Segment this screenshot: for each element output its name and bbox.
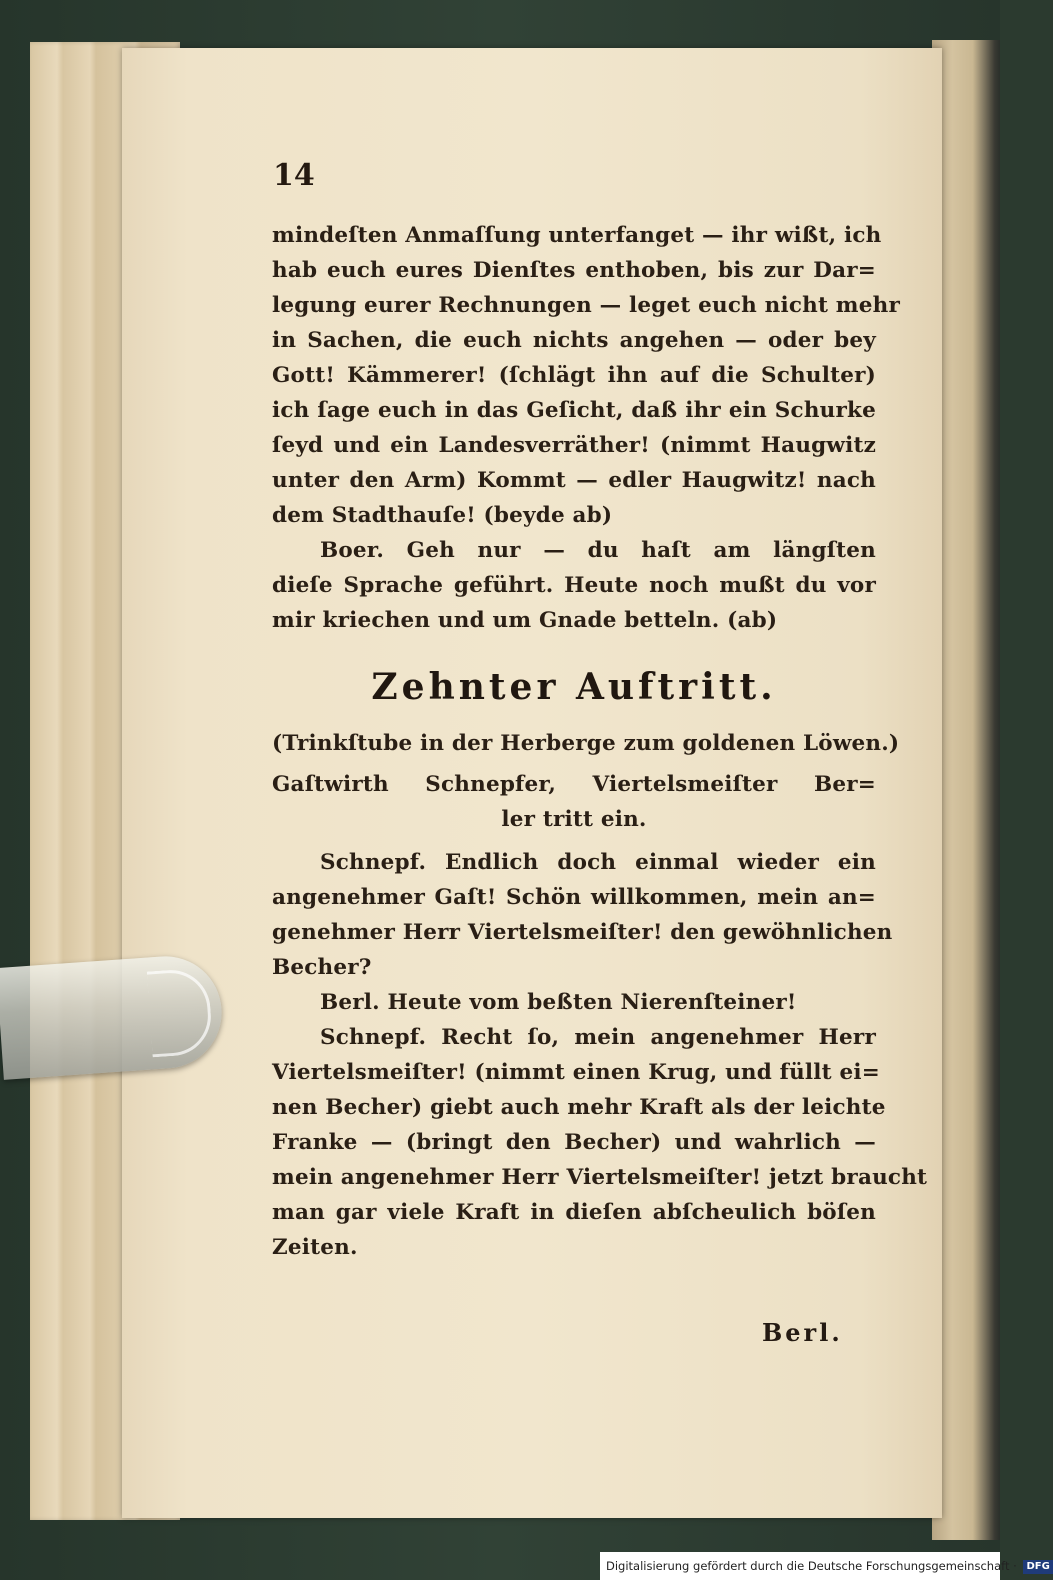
- footer-text: Digitalisierung gefördert durch die Deutsche Forschungsgemeinschaft: [606, 1559, 1010, 1573]
- character-list-continued: ler tritt ein.: [501, 807, 647, 832]
- page-text: [272, 218, 928, 1265]
- schnepf-speech-line: Franke — (bringt den Becher) und wahrlich —: [272, 1130, 876, 1155]
- bookmark-clip: [0, 953, 225, 1080]
- digitization-footer: Digitalisierung gefördert durch die Deutsche Forschungsgemeinschaft · DFG: [600, 1552, 1000, 1580]
- schnepf-speech-line: genehmer Herr Viertelsmeiſter! den gewöhnlichen: [272, 920, 893, 945]
- stage-direction: (Trinkſtube in der Herberge zum goldenen Löwen.): [272, 731, 900, 756]
- text-line: in Sachen, die euch nichts angehen — oder bey: [272, 328, 876, 353]
- text-line: mindeſten Anmaſſung unterfanget — ihr wißt, ich: [272, 223, 882, 248]
- berl-speech-line: Berl. Heute vom beßten Nierenſteiner!: [320, 990, 797, 1015]
- catchword: Berl.: [762, 1318, 843, 1347]
- character-list: Gaſtwirth Schnepfer, Viertelsmeiſter Ber=: [272, 772, 876, 797]
- page-number: 14: [273, 158, 315, 193]
- schnepf-speech-line: angenehmer Gaſt! Schön willkommen, mein an=: [272, 885, 876, 910]
- schnepf-speech-line: nen Becher) giebt auch mehr Kraft als der leichte: [272, 1095, 886, 1120]
- text-line: dem Stadthauſe! (beyde ab): [272, 503, 613, 528]
- schnepf-speech-line: Schnepf. Endlich doch einmal wieder ein: [320, 850, 876, 875]
- schnepf-speech-line: Schnepf. Recht ſo, mein angenehmer Herr: [320, 1025, 876, 1050]
- text-line: unter den Arm) Kommt — edler Haugwitz! nach: [272, 468, 876, 493]
- clip-highlight: [147, 967, 214, 1057]
- text-line: hab euch eures Dienſtes enthoben, bis zur Dar=: [272, 258, 876, 283]
- schnepf-speech-line: Viertelsmeiſter! (nimmt einen Krug, und füllt ei=: [272, 1060, 880, 1085]
- text-line: Gott! Kämmerer! (ſchlägt ihn auf die Schulter): [272, 363, 876, 388]
- boer-speech-line: mir kriechen und um Gnade betteln. (ab): [272, 608, 778, 633]
- book-spine: [932, 40, 1000, 1540]
- schnepf-speech-line: Zeiten.: [272, 1235, 358, 1260]
- boer-speech-line: dieſe Sprache geführt. Heute noch mußt du vor: [272, 573, 876, 598]
- dfg-logo: DFG: [1023, 1560, 1052, 1574]
- text-line: legung eurer Rechnungen — leget euch nicht mehr: [272, 293, 900, 318]
- schnepf-speech-line: man gar viele Kraft in dieſen abſcheulich böſen: [272, 1200, 876, 1225]
- text-line: ich ſage euch in das Geſicht, daß ihr ein Schurke: [272, 398, 876, 423]
- scene-heading: Zehnter Auftritt.: [371, 666, 777, 708]
- text-line: ſeyd und ein Landesverräther! (nimmt Haugwitz: [272, 433, 876, 458]
- schnepf-speech-line: mein angenehmer Herr Viertelsmeiſter! jetzt braucht: [272, 1165, 928, 1190]
- boer-speech-line: Boer. Geh nur — du haſt am längſten: [320, 538, 876, 563]
- schnepf-speech-line: Becher?: [272, 955, 372, 980]
